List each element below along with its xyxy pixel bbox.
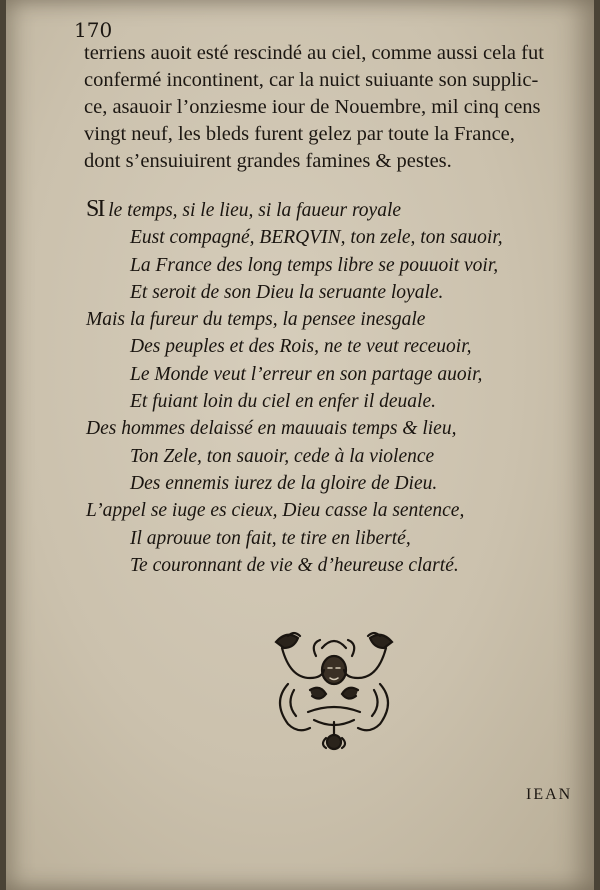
poem-line: Il aprouue ton fait, te tire en liberté, <box>130 527 411 549</box>
prose-line: vingt neuf, les bleds furent gelez par toute la France, <box>84 123 515 145</box>
book-page <box>6 0 594 890</box>
page-number: 170 <box>74 18 113 42</box>
catchword: IEAN <box>526 786 573 803</box>
poem-line-text: le temps, si le lieu, si la faueur royale <box>103 200 402 221</box>
prose-line: terriens auoit esté rescindé au ciel, comme aussi cela fut <box>84 42 544 64</box>
drop-cap: SI <box>86 196 104 222</box>
poem-line: Des hommes delaissé en mauuais temps & lieu, <box>86 418 457 440</box>
printers-ornament-icon <box>268 628 400 754</box>
poem-line-first <box>86 196 566 224</box>
poem-line: Des ennemis iurez de la gloire de Dieu. <box>130 472 438 494</box>
poem-line: Eust compagné, BERQVIN, ton zele, ton sauoir, <box>130 227 503 249</box>
poem-line: L’appel se iuge es cieux, Dieu casse la sentence, <box>86 500 465 522</box>
sonnet <box>86 196 566 579</box>
prose-line: dont s’ensuiuirent grandes famines & pestes. <box>84 150 452 172</box>
poem-line: La France des long temps libre se pouuoit voir, <box>130 254 499 276</box>
poem-line: Et seroit de son Dieu la seruante loyale. <box>130 281 444 303</box>
poem-line: Ton Zele, ton sauoir, cede à la violence <box>130 445 435 467</box>
poem-line: Et fuiant loin du ciel en enfer il deuale. <box>130 391 436 413</box>
prose-line: ce, asauoir l’onziesme iour de Nouembre, mil cinq cens <box>84 96 541 118</box>
prose-line: confermé incontinent, car la nuict suiuante son supplic- <box>84 69 539 91</box>
poem-line: Des peuples et des Rois, ne te veut receuoir, <box>130 336 472 358</box>
poem-line: Le Monde veut l’erreur en son partage auoir, <box>130 363 483 385</box>
poem-line: Te couronnant de vie & d’heureuse clarté. <box>130 554 459 576</box>
poem-line: Mais la fureur du temps, la pensee inesgale <box>86 309 426 331</box>
prose-paragraph <box>84 40 574 175</box>
